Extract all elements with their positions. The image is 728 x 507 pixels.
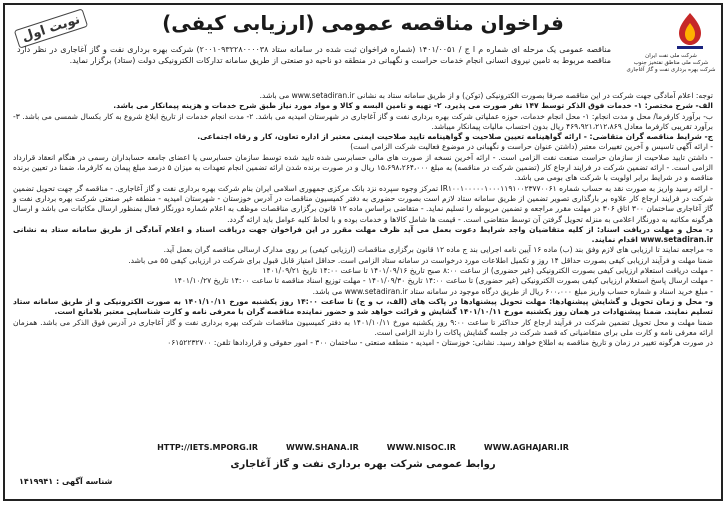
page-title: فراخوان مناقصه عمومی (ارزیابی کیفی) xyxy=(162,11,564,35)
notice-body xyxy=(13,91,713,348)
notice-paragraph: ضمنا مهلت و فرآیند ارزیابی کیفی بصورت حداقل ۱۴ روز و تکمیل اطلاعات مورد درخواست در سامانه ستاد الزامی است. حداقل امتیاز قابل قبول برای شرکت در ارزیابی کیفی ۵۵ می باشد. xyxy=(128,255,713,265)
tender-notice xyxy=(3,3,723,501)
section-c: ج- شرایط مناقصه گران متقاضی: - ارائه گواهینامه تعیین صلاحیت و گواهینامه تایید صلاحیت ایمنی معتبر از اداره تعاون، کار و رفاه اجتماعی. xyxy=(197,132,713,142)
notice-header xyxy=(5,5,721,83)
notice-paragraph: ه- مراجعه نمایند تا ارزیابی های لازم وفق بند (ب) ماده ۱۶ آیین نامه اجرایی بند ج ماده ۱۲ قانون برگزاری مناقصات (ارزیابی کیفی) بر روی مدارک ارسالی مناقصه گران بعمل آید. xyxy=(163,245,713,255)
footer-link[interactable]: WWW.SHANA.IR xyxy=(286,443,359,452)
notice-id: شناسه آگهی : ۱۴۱۹۹۴۱ xyxy=(19,477,113,486)
intro-paragraph: مناقصه عمومی یک مرحله ای شماره م ا ج / ۱۴۰۱/۰۰۵۱ (شماره فراخوان ثبت شده در سامانه ستاد ۲۰۰۱۰۹۳۲۲۸۰۰۰۰۳۸) شرکت بهره برداری نفت و گاز آغاجاری در نظر دارد مناقصه مربوط به تامین نیروی انسانی انجام خدمات حراست و نگهبانی در منطقه دو ناحیه دو صنعتی از طریق سامانه تدارکات الکترونیکی دولت (ستاد) برگزار نماید. xyxy=(17,45,611,65)
footer-link[interactable]: HTTP://IETS.MPORG.IR xyxy=(157,443,259,452)
notice-paragraph: در صورت هرگونه تغییر در زمان و تاریخ مناقصه به اطلاع خواهد رسید. نشانی: خوزستان - امیدیه - منطقه صنعتی - ساختمان ۳۰۰ - امور حقوقی و قراردادها تلفن: ۰۶۱۵۲۲۳۲۷۰۰ xyxy=(167,338,713,348)
section-b: ب- برآورد کارفرما/ محل و مدت انجام: ۱- محل انجام خدمات، حوزه عملیاتی شرکت بهره برداری نفت و گاز آغاجاری در شهرستان امیدیه می باشد. ۲- مدت انجام خدمات از تاریخ ابلاغ شروع به کار بکسال شمسی می باشد. ۳- برآورد تقریبی کارفرما معادل ۴۶۹،۹۲۱،۲۱۲،۸۶۹ ریال بدون احتساب مالیات پیمانکار میباشد. xyxy=(13,111,713,131)
footer-links xyxy=(13,443,713,452)
section-e: و- محل و زمان تحویل و گشایش پیشنهادها: مهلت تحویل پیشنهادها در پاکت های (الف، ب و ج) تا ساعت ۱۴:۰۰ روز یکشنبه مورخ ۱۴۰۱/۱۰/۱۱ به صورت الکترونیکی و از طریق سامانه ستاد تسلیم نمایند. ضمنا پیشنهادات در همان روز یکشنبه مورخ ۱۴۰۱/۱۰/۱۱ گشایش و قرائت خواهد شد و حضور نماینده مناقصه گران با معرفی نامه و کارت شناسایی معتبر بلامانع است. xyxy=(13,296,714,317)
notice-paragraph: توجه: اعلام آمادگی جهت شرکت در این مناقصه صرفا بصورت الکترونیکی (توکن) و از طریق سامانه ستاد به نشانی www.setadiran.ir می باشد. xyxy=(259,91,713,100)
signature: روابط عمومی شرکت بهره برداری نفت و گاز آغاجاری xyxy=(230,459,496,470)
notice-footer xyxy=(13,443,713,495)
notice-paragraph: - داشتن تایید صلاحیت از سازمان حراست صنعت نفت الزامی است. - ارائه آخرین نسخه از صورت های مالی حسابرسی شده تایید شده توسط سازمان حسابرسی یا اعضای جامعه حسابداران رسمی در هنگام انعقاد قرارداد الزامی است. - ارائه تضمین شرکت در فرایند ارجاع کار (تضمین شرکت در مناقصه) به مبلغ ۱۵،۶۹۸،۲۶۴،۰۰۰ ریال و در صورت برنده شدن ارائه تضمین انجام تعهدات به میزان ۵ درصد مبلغ پیمان به کارفرما، ضمنا در تعیین برنده مناقصه و در شرایط برابر اولویت با شرکت های بومی می باشد. xyxy=(13,152,713,183)
footer-link[interactable]: WWW.NISOC.IR xyxy=(386,443,456,452)
notice-paragraph: - مهلت ارسال پاسخ استعلام ارزیابی کیفی بصورت الکترونیکی (غیر حضوری) تا ساعت ۱۴:۰۰ تاریخ ۱۴۰۱/۰۹/۳۰ - مهلت توزیع اسناد مناقصه تا ساعت ۱۴:۰۰ تاریخ ۱۴۰۱/۱۰/۲۷ xyxy=(173,276,713,286)
footer-link[interactable]: WWW.AGHAJARI.IR xyxy=(483,443,569,452)
company-logo-text: شرکت ملی نفت ایران شرکت ملی مناطق نفتخیز جنوب شرکت بهره برداری نفت و گاز آغاجاری xyxy=(626,53,716,73)
notice-paragraph: - ارائه رسید واریز به صورت نقد به حساب شماره IR۱۰۰۱۰۰۰۰۰۱۰۰۰۱۱۹۱۰۰۲۳۷۷۰۰۶۱ تمرکز وجوه سپرده نزد بانک مرکزی جمهوری اسلامی ایران بنام شرکت بهره برداری نفت و گاز آغاجاری. - مناقصه گر جهت تحویل تضمین شرکت در فرایند ارجاع کار علاوه بر بارگذاری تصویر تضمین از طریق سامانه ستاد لازم است بصورت حضوری به دفتر کمیسیون مناقصات در آدرس خوزستان - شهرستان امیدیه - منطقه غیر صنعتی شرکت بهره برداری نفت و گاز آغاجاری ساختمان ۳۰۰ اتاق ۳۰۶ در مهلت مقرر مراجعه و تضمین مربوطه را تسلیم نماید. - متقاضی براساس ماده ۱۲ قانون برگزاری مناقصات موظف به اعلام شماره دورنگار فعال بمنظور ارسال مکاتبات می باشد و ارسال هرگونه مکاتبه به دورنگار اعلامی به منزله تحویل گرفتن آن توسط متقاضی است. - قیمت ها شامل کالاها و خدمات بوده و با لحاظ کلیه عوامل باید ارائه گردد. xyxy=(13,183,714,224)
notice-paragraph: - مهلت دریافت استعلام ارزیابی کیفی بصورت الکترونیکی (غیر حضوری) از ساعت ۸:۰۰ صبح تاریخ ۱۴۰۱/۰۹/۱۶ تا ساعت ۱۴:۰۰ تاریخ ۱۴۰۱/۰۹/۲۱ xyxy=(262,266,713,276)
notice-paragraph: - ارائه آگهی تاسیس و آخرین تغییرات معتبر (داشتن عنوان حراست و نگهبانی در موضوع فعالیت شرکت الزامی است) xyxy=(350,142,713,152)
turn-badge: نوبت اول xyxy=(14,8,88,48)
notice-paragraph: ضمنا مهلت و محل تحویل تضمین شرکت در فرآیند ارجاع کار حداکثر تا ساعت ۹:۰۰ روز یکشنبه مورخ ۱۴۰۱/۱۰/۱۱ به دفتر کمیسیون مناقصات شرکت بهره برداری نفت و گاز آغاجاری در آدرس فوق الذکر می باشد. همزمان ارائه معرفی نامه و کارت ملی برای متقاضیانی که قصد شرکت در جلسه گشایش پاکات را دارند الزامی است. xyxy=(13,317,713,337)
notice-paragraph: - مبلغ خرید اسناد و شماره حساب واریز مبلغ ۶۰۰،۰۰۰ ریال از طریق درگاه موجود در سامانه ستاد www.setadiran.ir می باشد. xyxy=(312,286,713,296)
section-d: د- محل و مهلت دریافت اسناد: از کلیه متقاضیان واجد شرایط دعوت بعمل می آید ظرف مهلت مقرر در این فراخوان جهت دریافت اسناد و اعلام آمادگی از طریق سامانه ستاد به نشانی www.setadiran.ir اقدام نمایند. xyxy=(13,224,713,245)
section-a: الف- شرح مختصر: ۱- خدمات فوق الذکر توسط ۱۴۷ نفر صورت می پذیرد. ۲- تهیه و تامین البسه و کالا و مواد مورد نیاز طبق شرح خدمات و هزینه پیمانکار می باشد. xyxy=(113,101,713,111)
